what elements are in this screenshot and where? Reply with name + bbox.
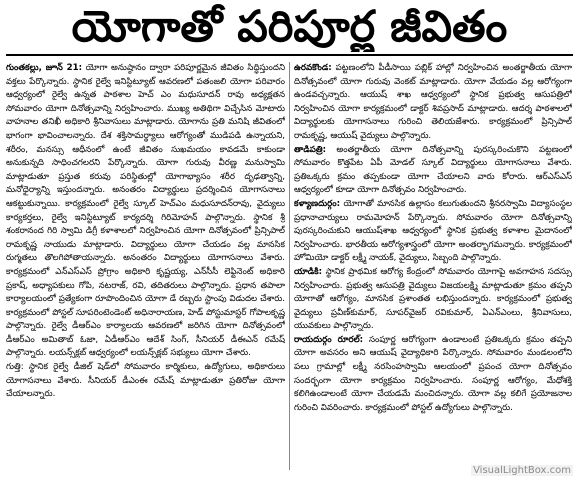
right-paragraph-1: [294, 62, 572, 144]
place-heading: ఉరవకొండ:: [294, 63, 332, 73]
place-heading: యాడికి:: [294, 266, 323, 277]
right-paragraph-2-text: అంతర్జాతీయ యోగా దినోత్సవాన్ని పురస్కరించుకొని పట్టణంలో సోమవారం కొత్తపేట ఏపీ మోడల్ స్కూల్ విద్యార్థులు యోగాసనాలు వేశారు. ప్రతిఒక్కరు క్రమం తప్పకుండా యోగా చేయాలని వారు కోరారు. ఆర్ఎస్ఎస్ ఆధ్వర్యంలో కూడా యోగా దినోత్సవం నిర్వహించారు.: [294, 144, 572, 196]
dateline: గుంతకల్లు, జూన్ 21:: [6, 63, 83, 73]
left-column: [6, 62, 285, 472]
right-paragraph-2: [294, 144, 572, 198]
place-heading: తాడిపత్రి:: [294, 144, 327, 155]
right-paragraph-4: [294, 266, 572, 334]
right-paragraph-3: [294, 198, 572, 266]
right-column: [294, 62, 572, 472]
headline-rule: [6, 54, 573, 56]
right-paragraph-5-text: సంపూర్ణ ఆరోగ్యంగా ఉండాలంటే ప్రతిఒక్కరు క్రమం తప్పని యోగా అవసరం అని ఆయుష్ వైద్యాధికారి పేర్కొన్నారు. సోమవారం మండలంలోని పలు గ్రామాల్లో లక్ష్మీ నరసింహస్వామి ఆలయంలో ప్రపంచ యోగా దినోత్సవం సందర్భంగా యోగా కార్యక్రమం నిర్వహించారు. సంపూర్ణ ఆరోగ్యం, మేధోశక్తి కలిగిఉండాలంటే యోగా చేయడమే మంచిదన్నారు. యోగా వల్ల కలిగే ప్రయోజనాల గురించి వివరించారు. కార్యక్రమంలో పోస్టల్ ఉద్యోగులు పాల్గొన్నారు.: [294, 334, 572, 413]
left-paragraph-1-text: యోగా అనుష్ఠానం ద్వారా పరిపూర్ణమైన జీవితం సిద్ధిస్తుందని వక్తలు పేర్కొన్నారు. స్థానిక రైల్వే ఇనిస్టిట్యూట్ ఆవరణలో పతంజలి యోగా పరివారం ఆధ్వర్యంలో రైల్వే ఉన్నత పాఠశాల హెచ్ ఎం మధుసూదన్ రావు అధ్యక్షతన సోమవారం యోగా దినోత్సవాన్ని నిర్వహించారు. ముఖ్య అతిథిగా విచ్చేసిన మోటారు వాహనాల తనిఖీ అధికారి శ్రీనివాసులు మాట్లాడారు. యోగాను ప్రతి మనిషి జీవితంలో భాగంగా భావించాలన్నారు. దేశ శక్తిసామర్థ్యాలు ఆరోగ్యంతో ముడిపడి ఉన్నాయని, శరీరం, మనస్సు ఆధీనంలో ఉంటే జీవితం సుఖమయం కావడమే కాకుండా అనుకున్నది సాధించగలరని పేర్కొన్నారు. యోగా గురువు వీరణ్ణ మనుస్వామి మాట్లాడుతూ ప్రస్తుత కరువు పరిస్థితుల్లో యోగాభ్యాసం శరీర దృఢత్వాన్ని, మనోధైర్యాన్ని ఇస్తుందన్నారు. అనంతరం విద్యార్థులు ప్రదర్శించిన యోగాసనాలు ఆకట్టుకున్నాయి. కార్యక్రమంలో రైల్వే స్కూల్ హెచ్ఎం మధుసూదన్‌రావు, వైద్యులు కార్యకర్తలు, రైల్వే ఇనిస్టిట్యూట్ కార్యదర్శి గిరిమోహన్ పాల్గొన్నారు. స్థానిక శ్రీ శంకరానంద గిరి స్వామి డిగ్రీ కళాశాలలో నిర్వహించిన యోగా దినోత్సవంలో ప్రిన్సిపాల్ రామకృష్ణ నాయుడు మాట్లాడారు. విద్యార్థులు యోగా చేయడం వల్ల మానసిక రుగ్మతలు తొలగిపోతాయన్నారు. అనంతరం విద్యార్థులు యోగాసనాలు వేశారు. కార్యక్రమంలో ఎన్ఎస్ఎస్ ప్రోగ్రాం అధికారి కృష్ణయ్య, ఎన్‌సీసీ లెఫ్టినెంట్ అధికారి ప్రకాష్, అధ్యాపకులు గోపి, నటరాజ్, రవి, తదితరులు పాల్గొన్నారు. ప్రధాన తపాలా కార్యాలయంలో ప్రత్యేకంగా రూపొందించిన యోగా డే రబ్బరు స్టాంపు విడుదల చేశారు. కార్యక్రమంలో పోస్టల్ సూపరింటెండెంట్ అధినారాయణ, హెడ్ పోస్టుమాస్టర్ గోపాలకృష్ణ పాల్గొన్నారు. రైల్వే డీఆర్ఎం కార్యాలయ ఆవరణలో జరిగిన యోగా దినోత్సవంలో డీఆర్ఎం అమితాబ్ ఓజా, ఏడీఆర్ఎం ఆదేశ్ సింగ్, సీనియర్ డీఈఎన్ రమేష్ పాల్గొన్నారు. లయన్స్‌క్లబ్ ఆధ్వర్యంలో లయన్స్‌క్లబ్ సభ్యులు యోగా చేశారు.: [6, 63, 285, 359]
left-paragraph-1: [6, 62, 285, 361]
place-heading: కళ్యాణదుర్గం:: [294, 198, 341, 209]
right-paragraph-1-text: పట్టణంలోని పీడీసాయి పబ్లిక్ హాల్లో నిర్వహించిన అంతర్జాతీయ యోగా దినోత్సవంలో యోగా గురువు వెంకట్ మాట్లాడారు. యోగా వేయడం వల్ల ఆరోగ్యంగా ఉండవచ్చన్నారు. ఆయుష్ శాఖ ఆధ్వర్యంలో స్థానిక ప్రభుత్వ ఆసుపత్రిలో నిర్వహించిన యోగా కార్యక్రమంలో డాక్టర్ శివప్రసాద్ మాట్లాడారు. ఆదర్శ పాఠశాలలో విద్యార్థులకు యోగాసనాలు గురించి తెలియజేశారు. కార్యక్రమంలో ప్రిన్సిపాల్ రామకృష్ణ, ఆయుష్ వైద్యులు పాల్గొన్నారు.: [294, 63, 572, 141]
left-paragraph-2: గుత్తి: స్థానిక రైల్వే డీజిల్ షెడ్‌లో సోమవారం కార్మికులు, ఉద్యోగులు, అధికారులు యోగాసనాలు వేశారు. సీనియర్ డీఎంఈ రమేష్ మాట్లాడుతూ ప్రతిరోజు యోగా చేయాలన్నారు.: [6, 362, 285, 400]
right-paragraph-5: [294, 334, 572, 416]
place-heading: రాయదుర్గం రూరల్:: [294, 334, 364, 345]
right-paragraph-3-text: యోగాతో మానసిక ఉల్లాసం కలుగుతుందని శ్రీనరస్వామి విద్యాసంస్థల ప్రధానాచార్యులు రామమోహన్ పేర్కొన్నారు. సోమవారం యోగా దినోత్సవాన్ని పురస్కరించుకుని ఆయుష్‌శాఖ ఆధ్వర్యంలో స్థానిక ప్రభుత్వ కళాశాల మైదానంలో నిర్వహించారు. భారతీయ ఆరోగ్యశాస్త్రంలో యోగా అంతర్భాగమన్నారు. కార్యక్రమంలో హోమియో డాక్టర్ లక్ష్మీ నాయక్, వైద్యులు, సిబ్బంది పాల్గొన్నారు.: [294, 198, 572, 264]
column-divider: [289, 62, 290, 470]
watermark: VisualLightBox.com: [473, 465, 571, 476]
headline: యోగాతో పరిపూర్ణ జీవితం: [71, 2, 508, 52]
right-paragraph-4-text: స్థానిక ప్రాథమిక ఆరోగ్య కేంద్రంలో సోమవారం యోగాపై అవగాహన సదస్సు నిర్వహించారు. ప్రభుత్వ ఆసుపత్రి వైద్యులు విజయలక్ష్మి మాట్లాడుతూ క్రమం తప్పని యోగాతో ఆరోగ్యం, మానసిక ప్రశాంతత లభిస్తుందన్నారు. కార్యక్రమంలో ప్రభుత్వ వైద్యులు ప్రవీణ్‌కుమార్, సూపర్‌వైజర్ రవికుమార్, ఏఎన్ఎంలు, శ్రీనివాసులు, యువకులు పాల్గొన్నారు.: [294, 266, 572, 332]
